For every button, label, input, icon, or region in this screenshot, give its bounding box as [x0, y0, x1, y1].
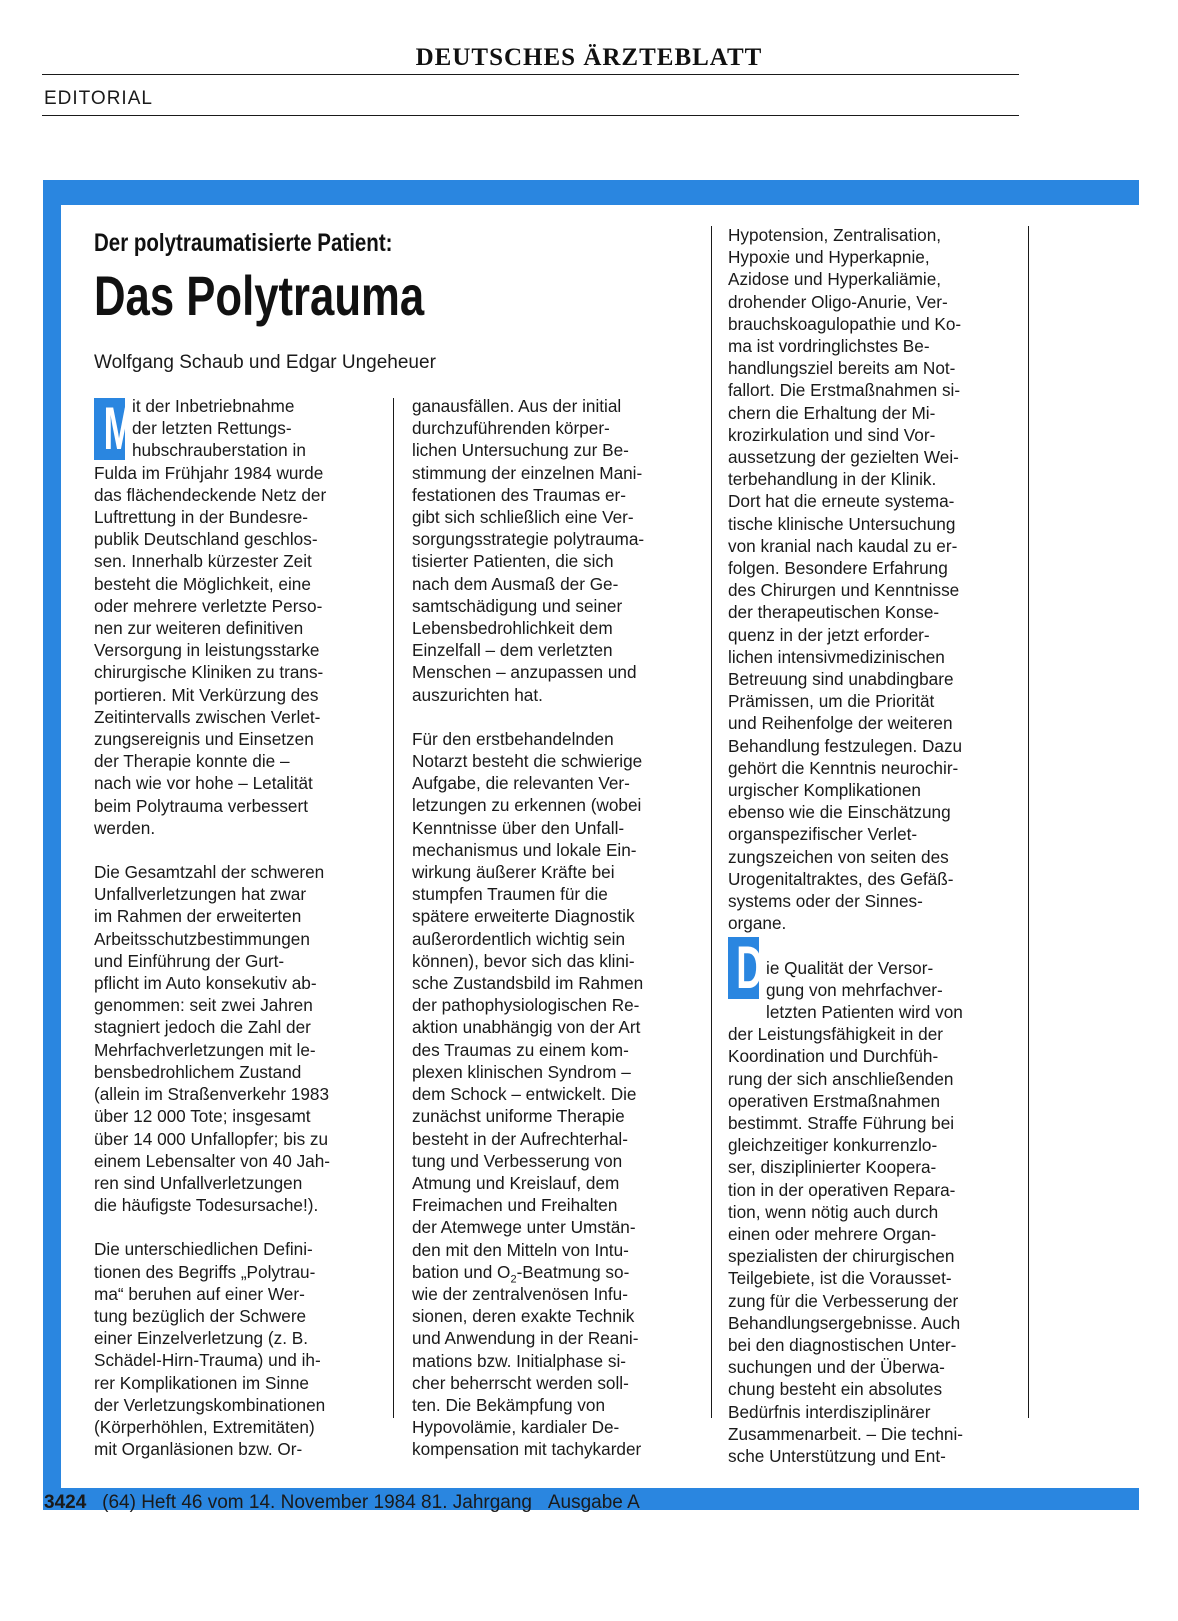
line: Unfallverletzungen hat zwar: [94, 884, 307, 905]
section-rule: [42, 115, 1019, 116]
line: tionen des Begriffs „Polytrau-: [94, 1261, 316, 1282]
line: Azidose und Hyperkaliämie,: [728, 269, 942, 290]
line: sche Zustandsbild im Rahmen: [412, 973, 644, 994]
line: auszurichten hat.: [412, 684, 543, 705]
line: der Verletzungskombinationen: [94, 1394, 326, 1415]
line: Freimachen und Freihalten: [412, 1195, 618, 1216]
line: gung von mehrfachver-: [766, 979, 943, 1000]
line: einer Einzelverletzung (z. B.: [94, 1328, 308, 1349]
article-title: Das Polytrauma: [94, 264, 425, 327]
line: Lebensbedrohlichkeit dem: [412, 618, 613, 639]
line: zung für die Verbesserung der: [728, 1290, 959, 1311]
line: (allein im Straßenverkehr 1983: [94, 1084, 330, 1105]
line: genommen: seit zwei Jahren: [94, 995, 313, 1016]
line: besteht die Möglichkeit, eine: [94, 573, 311, 594]
line: sen. Innerhalb kürzester Zeit: [94, 551, 312, 572]
line: fallort. Die Erstmaßnahmen si-: [728, 380, 961, 401]
line: bestimmt. Straffe Führung bei: [728, 1112, 955, 1133]
line: gehört die Kenntnis neurochir-: [728, 757, 959, 778]
line: sche Unterstützung und Ent-: [728, 1445, 946, 1466]
line: Bedürfnis interdisziplinärer: [728, 1401, 931, 1422]
line: samtschädigung und seiner: [412, 595, 623, 616]
line: chirurgische Kliniken zu trans-: [94, 662, 324, 683]
line: lichen Untersuchung zur Be-: [412, 440, 629, 461]
line: durchzuführenden körper-: [412, 418, 610, 439]
line: Schädel-Hirn-Trauma) und ih-: [94, 1350, 321, 1371]
line: über 14 000 Unfallopfer; bis zu: [94, 1128, 329, 1149]
col3-paragraph-1: [728, 224, 1018, 935]
line: Zeitintervalls zwischen Verlet-: [94, 706, 321, 727]
line: nach wie vor hohe – Letalität: [94, 773, 313, 794]
line: oder mehrere verletzte Perso-: [94, 595, 323, 616]
line: Kenntnisse über den Unfall-: [412, 817, 625, 838]
line: Hypotension, Zentralisation,: [728, 225, 942, 245]
line: lichen intensivmedizinischen: [728, 646, 945, 667]
line: Teilgebiete, ist die Vorausset-: [728, 1268, 952, 1289]
line: zungszeichen von seiten des: [728, 846, 949, 867]
line: ma“ beruhen auf einer Wer-: [94, 1283, 305, 1304]
line: tische klinische Untersuchung: [728, 513, 956, 534]
line: zunächst uniforme Therapie: [412, 1106, 625, 1127]
line: mit Organläsionen bzw. Or-: [94, 1439, 303, 1460]
line: Fulda im Frühjahr 1984 wurde: [94, 462, 324, 483]
line: brauchskoagulopathie und Ko-: [728, 313, 962, 334]
line: rung der sich anschließenden: [728, 1068, 954, 1089]
line: Behandlungsergebnisse. Auch: [728, 1312, 961, 1333]
col1-paragraph-1: [94, 395, 379, 839]
line: ser, disziplinierter Koopera-: [728, 1157, 937, 1178]
line: tung und Verbesserung von: [412, 1150, 623, 1171]
line: können), bevor sich das klini-: [412, 950, 635, 971]
col1-paragraph-2: [94, 861, 379, 1216]
line: Dort hat die erneute systema-: [728, 491, 955, 512]
line: des Chirurgen und Kenntnisse: [728, 580, 960, 601]
line: und Anwendung in der Reani-: [412, 1328, 639, 1349]
line: über 12 000 Tote; insgesamt: [94, 1106, 311, 1127]
line: publik Deutschland geschlos-: [94, 529, 318, 550]
line: wirkung äußerer Kräfte bei: [412, 862, 615, 883]
line: Zusammenarbeit. – Die techni-: [728, 1423, 963, 1444]
line: aussetzung der gezielten Wei-: [728, 447, 959, 468]
col2-paragraph-1: [412, 395, 697, 706]
line: Behandlung festzulegen. Dazu: [728, 735, 963, 756]
line: chern die Erhaltung der Mi-: [728, 402, 936, 423]
line: die häufigste Todesursache!).: [94, 1195, 319, 1216]
line: bensbedrohlichem Zustand: [94, 1061, 302, 1082]
line: ebenso wie die Einschätzung: [728, 802, 951, 823]
line: plexen klinischen Syndrom –: [412, 1061, 631, 1082]
line: chung besteht ein absolutes: [728, 1379, 943, 1400]
line: ie Qualität der Versor-: [766, 957, 934, 978]
line: Mehrfachverletzungen mit le-: [94, 1039, 316, 1060]
line: im Rahmen der erweiterten: [94, 906, 302, 927]
line: Für den erstbehandelnden: [412, 728, 614, 749]
o2-text-pre: bation und O: [412, 1261, 511, 1282]
edition-label: Ausgabe A: [547, 1492, 640, 1513]
line: tion in der operativen Repara-: [728, 1179, 956, 1200]
line: sorgungsstrategie polytrauma-: [412, 529, 645, 550]
line: ganausfällen. Aus der initial: [412, 396, 622, 416]
line: nen zur weiteren definitiven: [94, 618, 304, 639]
line: Menschen – anzupassen und: [412, 662, 637, 683]
article-authors: Wolfgang Schaub und Edgar Ungeheuer: [94, 352, 436, 373]
line: Die Gesamtzahl der schweren: [94, 862, 325, 883]
article-column-3: [728, 224, 1018, 1467]
line: der therapeutischen Konse-: [728, 602, 940, 623]
issue-info: (64) Heft 46 vom 14. November 1984 81. Jahrgang: [102, 1492, 532, 1513]
line: Hypoxie und Hyperkapnie,: [728, 247, 930, 268]
o2-text-post: -Beatmung so-: [516, 1261, 630, 1282]
line: der letzten Rettungs-: [132, 418, 292, 439]
line: Betreuung sind unabdingbare: [728, 669, 954, 690]
line: Atmung und Kreislauf, dem: [412, 1172, 620, 1193]
article-column-1: [94, 395, 379, 1460]
line: tion, wenn nötig auch durch: [728, 1201, 939, 1222]
line: systems oder der Sinnes-: [728, 891, 923, 912]
line: portieren. Mit Verkürzung des: [94, 684, 319, 705]
col2-paragraph-2: [412, 728, 697, 1461]
line: hubschrauberstation in: [132, 440, 306, 461]
line: festationen des Traumas er-: [412, 484, 626, 505]
line: krozirkulation und sind Vor-: [728, 424, 936, 445]
o2-subscript: 2: [510, 1273, 517, 1286]
line: pflicht im Auto konsekutiv ab-: [94, 973, 317, 994]
line: suchungen und der Überwa-: [728, 1357, 945, 1378]
line: von kranial nach kaudal zu er-: [728, 535, 958, 556]
line: mations bzw. Initialphase si-: [412, 1350, 626, 1371]
line: gibt sich schließlich eine Ver-: [412, 507, 634, 528]
line: tisierter Patienten, die sich: [412, 551, 614, 572]
line: mechanismus und lokale Ein-: [412, 839, 637, 860]
line: zungsereignis und Einsetzen: [94, 729, 314, 750]
line: it der Inbetriebnahme: [132, 396, 295, 416]
line: der Atemwege unter Umstän-: [412, 1217, 636, 1238]
page-number: 3424: [44, 1492, 87, 1513]
line: handlungsziel bereits am Not-: [728, 358, 956, 379]
line: einem Lebensalter von 40 Jah-: [94, 1150, 331, 1171]
line: ma ist vordringlichstes Be-: [728, 336, 930, 357]
line: urgischer Komplikationen: [728, 780, 921, 801]
line: nach dem Ausmaß der Ge-: [412, 573, 619, 594]
line: Luftrettung in der Bundesre-: [94, 507, 309, 528]
line: terbehandlung in der Klinik.: [728, 469, 937, 490]
line: stagniert jedoch die Zahl der: [94, 1017, 311, 1038]
line: dem Schock – entwickelt. Die: [412, 1084, 637, 1105]
dropcap-m: M: [94, 398, 125, 460]
line: quenz in der jetzt erforder-: [728, 624, 930, 645]
line: spezialisten der chirurgischen: [728, 1246, 955, 1267]
line: spätere erweiterte Diagnostik: [412, 906, 635, 927]
line: Urogenitaltraktes, des Gefäß-: [728, 868, 954, 889]
line: kompensation mit tachykarder: [412, 1439, 642, 1460]
masthead-rule: [42, 74, 1019, 75]
line: werden.: [94, 817, 156, 838]
line: operativen Erstmaßnahmen: [728, 1090, 941, 1111]
line: des Traumas zu einem kom-: [412, 1039, 629, 1060]
line: cher beherrscht werden soll-: [412, 1372, 629, 1393]
line: und Reihenfolge der weiteren: [728, 713, 953, 734]
article-column-2: [412, 395, 697, 1461]
line: organe.: [728, 913, 787, 934]
line: tung bezüglich der Schwere: [94, 1305, 307, 1326]
line: der Leistungsfähigkeit in der: [728, 1024, 943, 1045]
line: Arbeitsschutzbestimmungen: [94, 928, 310, 949]
line: Versorgung in leistungsstarke: [94, 640, 320, 661]
line: Die unterschiedlichen Defini-: [94, 1239, 313, 1260]
line: Hypovolämie, kardialer De-: [412, 1417, 620, 1438]
line: ten. Die Bekämpfung von: [412, 1394, 605, 1415]
line: besteht in der Aufrechterhal-: [412, 1128, 628, 1149]
line: sionen, deren exakte Technik: [412, 1306, 635, 1327]
line: der pathophysiologischen Re-: [412, 995, 640, 1016]
line: stimmung der einzelnen Mani-: [412, 462, 643, 483]
line: Koordination und Durchfüh-: [728, 1046, 939, 1067]
line: ren sind Unfallverletzungen: [94, 1172, 303, 1193]
page-footer: [44, 1492, 640, 1514]
line: folgen. Besondere Erfahrung: [728, 558, 948, 579]
line: Aufgabe, die relevanten Ver-: [412, 773, 630, 794]
line: drohender Oligo-Anurie, Ver-: [728, 291, 948, 312]
article-kicker: Der polytraumatisierte Patient:: [94, 229, 393, 257]
column-divider-1: [393, 398, 394, 1418]
column-divider-3: [1028, 226, 1029, 1418]
line: stumpfen Traumen für die: [412, 884, 608, 905]
line: außerordentlich wichtig sein: [412, 928, 626, 949]
line: den mit den Mitteln von Intu-: [412, 1239, 629, 1260]
line: wie der zentralvenösen Infu-: [412, 1283, 628, 1304]
line: bei den diagnostischen Unter-: [728, 1334, 957, 1355]
line: organspezifischer Verlet-: [728, 824, 918, 845]
line: beim Polytrauma verbessert: [94, 795, 308, 816]
line: gleichzeitiger konkurrenzlo-: [728, 1135, 938, 1156]
line: Notarzt besteht die schwierige: [412, 751, 643, 772]
column-divider-2: [711, 226, 712, 1418]
line: letzungen zu erkennen (wobei: [412, 795, 642, 816]
line: Prämissen, um die Priorität: [728, 691, 935, 712]
line: aktion unabhängig von der Art: [412, 1017, 641, 1038]
line: rer Komplikationen im Sinne: [94, 1372, 309, 1393]
masthead: DEUTSCHES ÄRZTEBLATT: [415, 44, 763, 71]
col3-paragraph-2: [728, 957, 1018, 1468]
dropcap-d: D: [728, 937, 759, 999]
line: letzten Patienten wird von: [766, 1001, 963, 1022]
line: das flächendeckende Netz der: [94, 484, 327, 505]
line: der Therapie konnte die –: [94, 751, 290, 772]
section-label: EDITORIAL: [44, 88, 153, 109]
line-o2: [412, 1261, 697, 1286]
line: Einzelfall – dem verletzten: [412, 640, 613, 661]
line: (Körperhöhlen, Extremitäten): [94, 1416, 315, 1437]
line: einen oder mehrere Organ-: [728, 1223, 937, 1244]
col1-paragraph-3: [94, 1238, 379, 1460]
line: und Einführung der Gurt-: [94, 950, 285, 971]
